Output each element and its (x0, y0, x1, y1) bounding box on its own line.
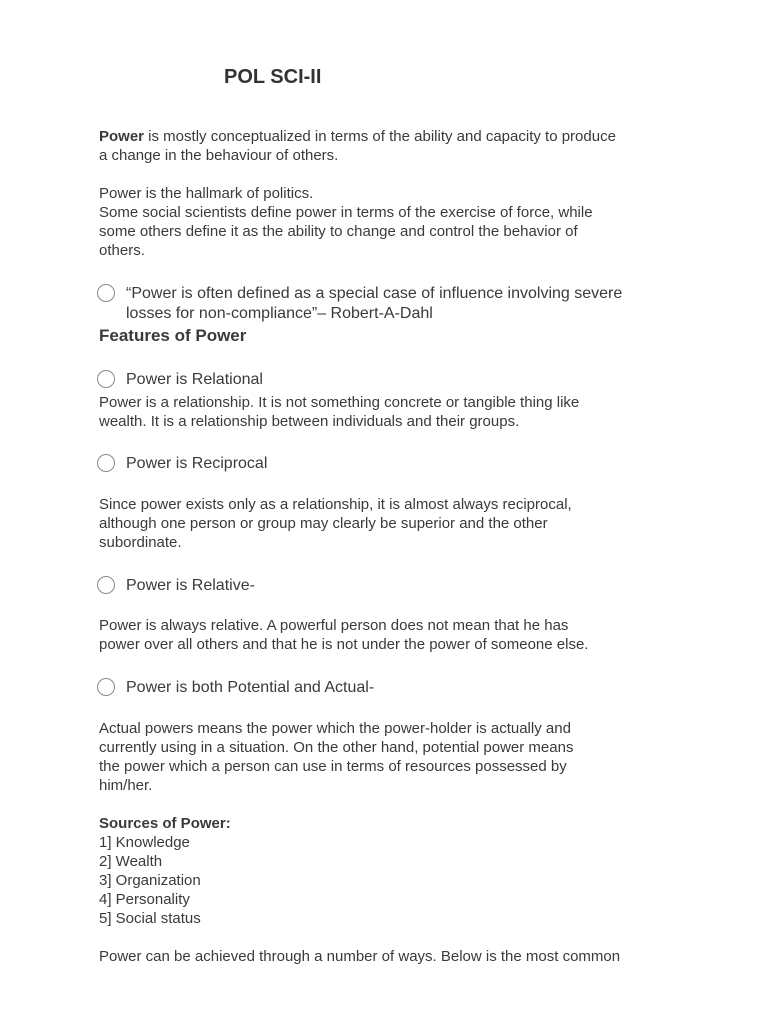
feature-item-potential-actual[interactable] (97, 678, 676, 698)
sources-heading (99, 814, 679, 833)
closing-paragraph: Power can be achieved through a number of ways. Below is the most common (99, 948, 621, 965)
checkbox-circle-icon[interactable] (97, 678, 115, 696)
checkbox-circle-icon[interactable] (97, 284, 115, 302)
feature-title: Power is Relational (126, 371, 263, 388)
source-item: 5] Social status (99, 910, 201, 927)
feature-title: Power is both Potential and Actual- (126, 679, 375, 696)
feature-body-reciprocal: Since power exists only as a relationship, it is almost always reciprocal, although one person or group may clearly be superior and the other subordinate. (99, 496, 572, 551)
feature-body-relative: Power is always relative. A powerful person does not mean that he has power over all others and that he is not under the power of someone else. (99, 617, 589, 653)
feature-body-potential-actual: Actual powers means the power which the power-holder is actually and currently using in a situation. On the other hand, potential power means the power which a person can use in terms of resources possessed by him/her. (99, 720, 574, 794)
sources-heading-text: Sources of Power: (99, 815, 231, 832)
checkbox-circle-icon[interactable] (97, 576, 115, 594)
feature-item-relative[interactable] (97, 576, 676, 596)
checkbox-circle-icon[interactable] (97, 370, 115, 388)
checkbox-circle-icon[interactable] (97, 454, 115, 472)
feature-body-relational: Power is a relationship. It is not something concrete or tangible thing like wealth. It is a relationship between individuals and their groups. (99, 394, 580, 430)
source-item: 1] Knowledge (99, 834, 190, 851)
page-title: POL SCI-II (224, 66, 322, 88)
source-item: 4] Personality (99, 891, 190, 908)
quote-text: “Power is often defined as a special case of influence involving severe losses for non-compliance”– Robert-A-Dahl (126, 285, 623, 322)
source-item: 2] Wealth (99, 853, 163, 870)
intro-text: is mostly conceptualized in terms of the ability and capacity to produce a change in the behaviour of others. (99, 128, 616, 164)
quote-item[interactable] (97, 284, 676, 323)
feature-title: Power is Relative- (126, 577, 255, 594)
source-item: 3] Organization (99, 872, 201, 889)
feature-title: Power is Reciprocal (126, 455, 268, 472)
feature-item-relational[interactable] (97, 370, 676, 390)
intro-bold-term: Power (99, 128, 145, 145)
intro-paragraph (99, 127, 679, 165)
feature-item-reciprocal[interactable] (97, 454, 676, 474)
hallmark-paragraph: Power is the hallmark of politics. Some social scientists define power in terms of the exercise of force, while some others define it as the ability to change and control the behavior of others. (99, 185, 593, 259)
features-heading: Features of Power (99, 326, 247, 345)
